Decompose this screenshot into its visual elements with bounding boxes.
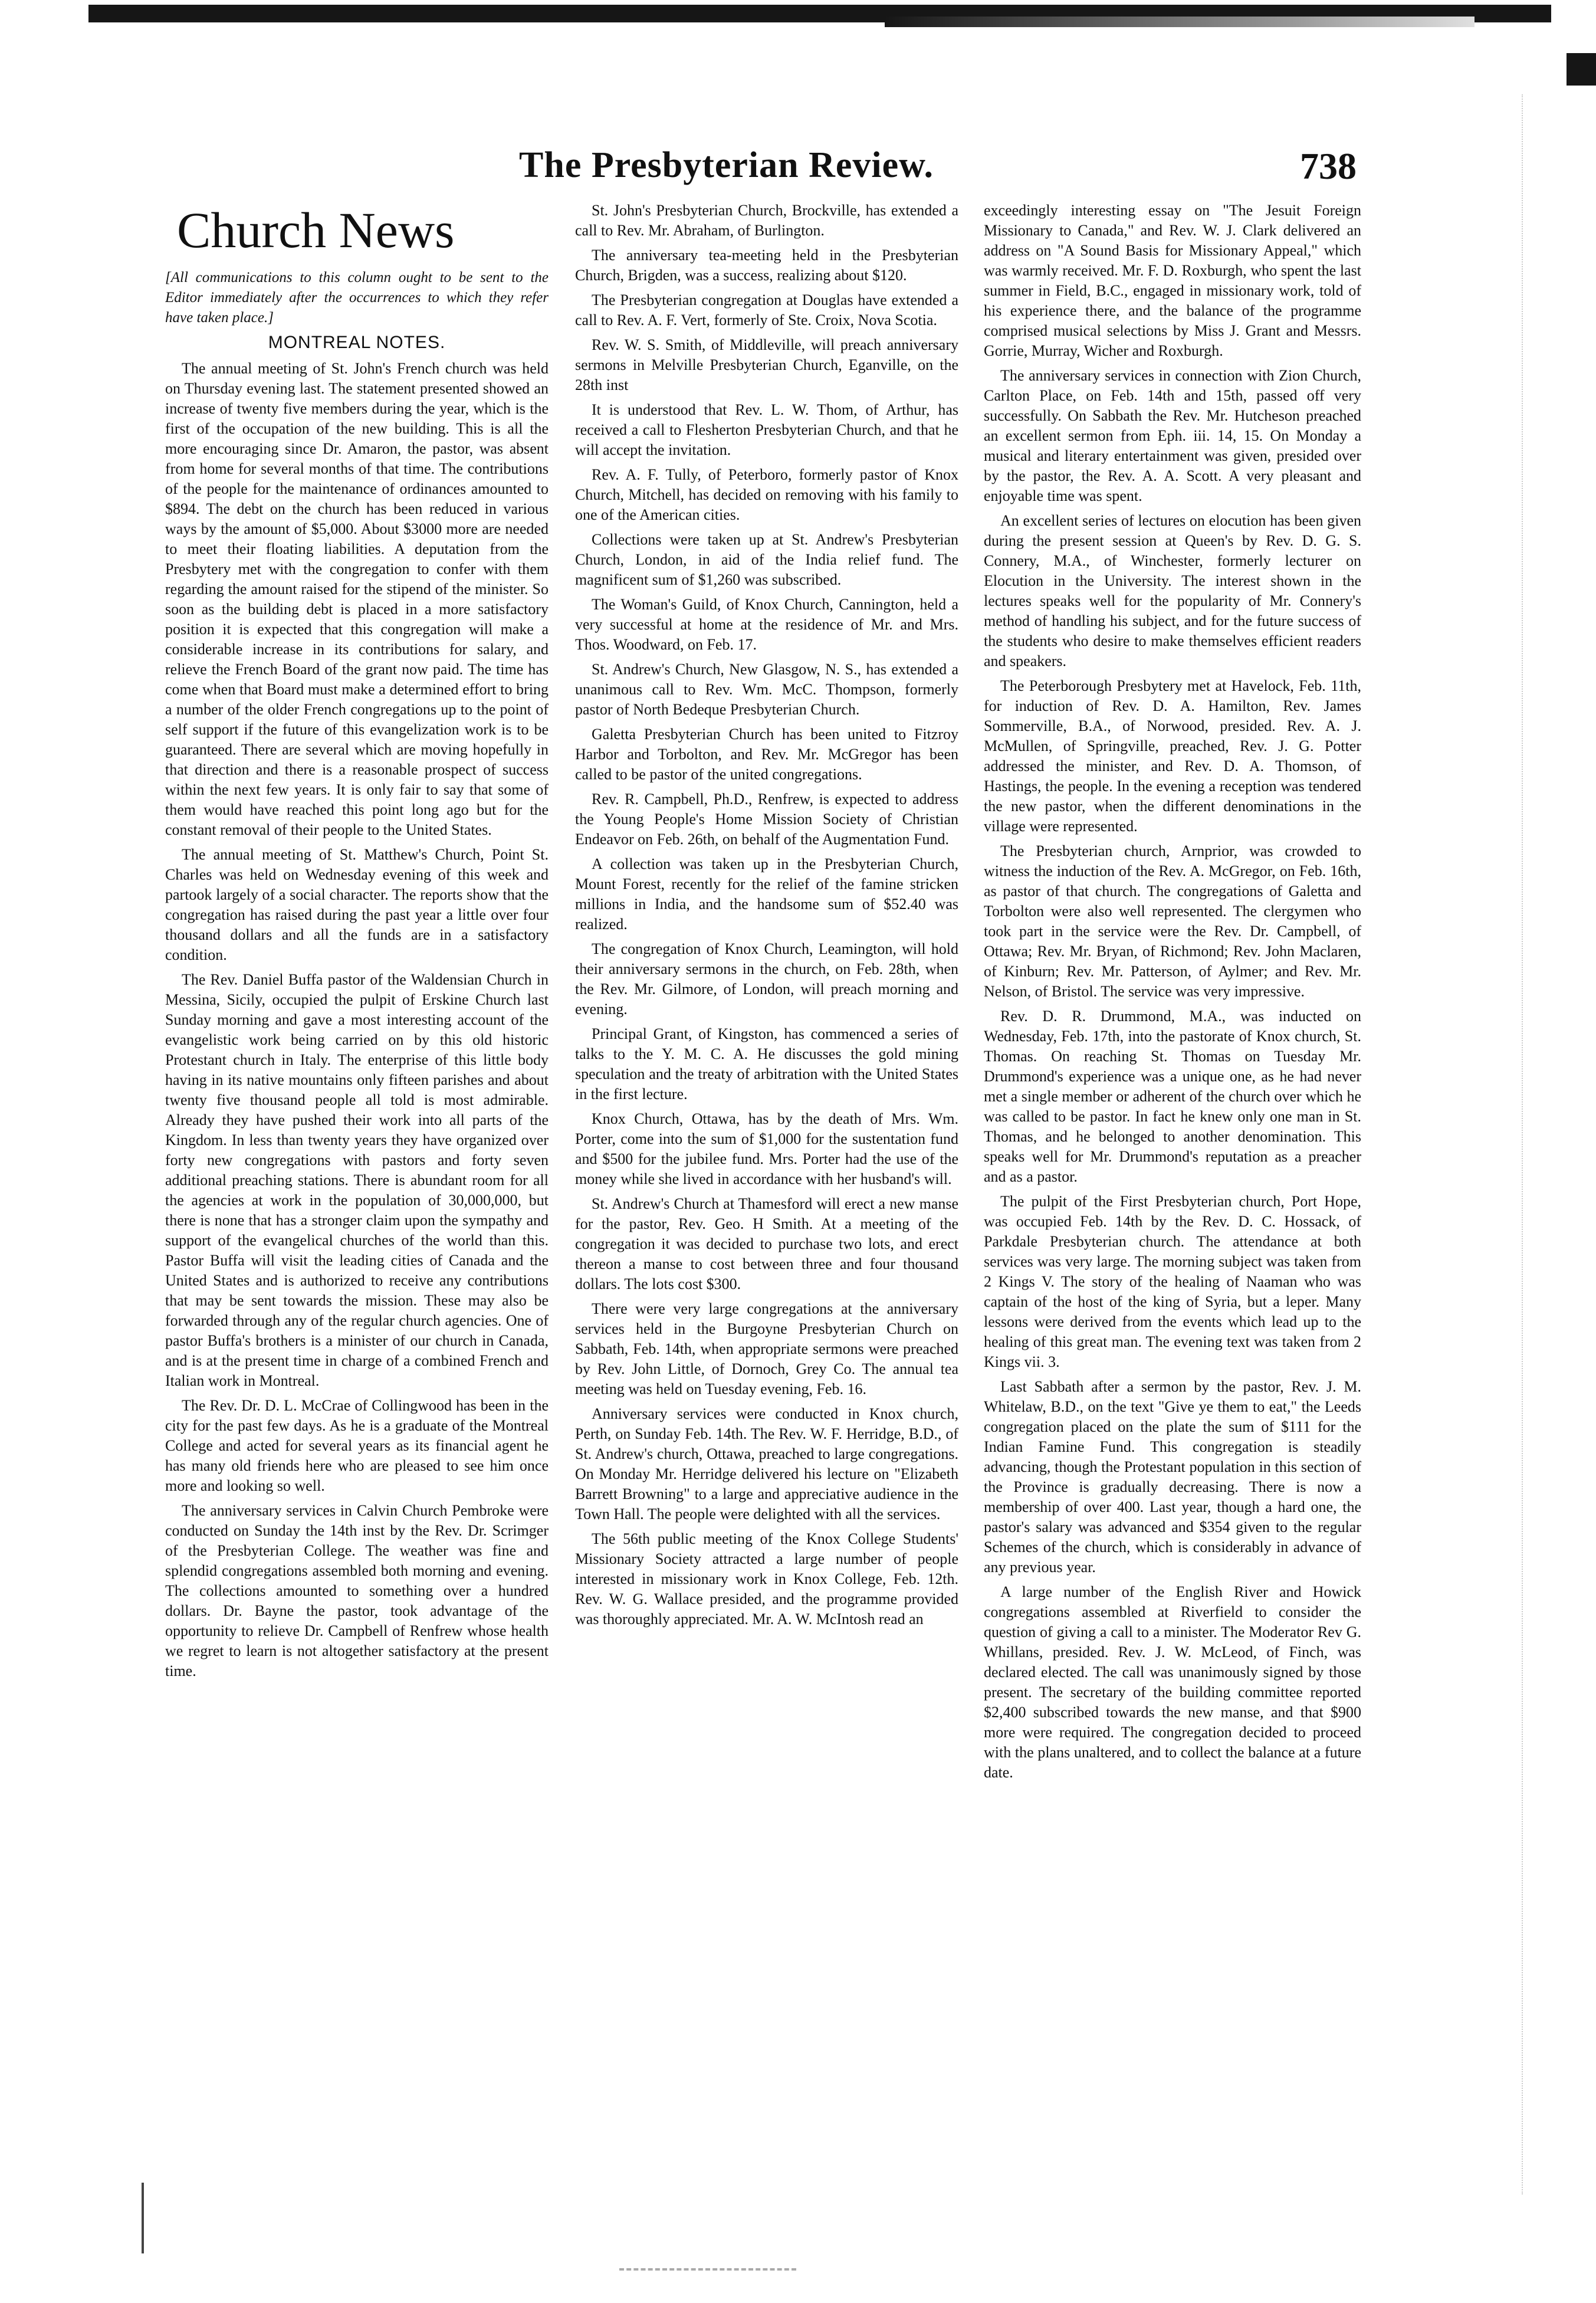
page-header	[165, 145, 1357, 192]
running-title: The Presbyterian Review.	[519, 145, 934, 185]
scan-edge-mark	[1567, 53, 1596, 86]
news-paragraph: Anniversary services were conducted in Knox church, Perth, on Sunday Feb. 14th. The Rev. W. F. Herridge, B.D., of St. Andrew's church, Ottawa, preached to large congregations. On Monday Mr. Herridge delivered his lecture on "Elizabeth Barrett Browning" to a large and appreciative audience in the Town Hall. The people were delighted with all the services.	[575, 1405, 958, 1523]
news-paragraph: St. Andrew's Church at Thamesford will erect a new manse for the pastor, Rev. Geo. H Smith. At a meeting of the congregation it was decided to purchase two lots, and erect thereon a manse to cost between three and four thousand dollars. The lots cost $300.	[575, 1195, 958, 1292]
scan-border-fade	[885, 17, 1475, 27]
news-paragraph: Knox Church, Ottawa, has by the death of Mrs. Wm. Porter, come into the sum of $1,000 for the sustentation fund and $500 for the jubilee fund. Mrs. Porter had the use of the money while she lived in accordance with her husband's will.	[575, 1110, 958, 1187]
editor-note: [All communications to this column ought to be sent to the Editor immediately after the occurrences to which they refer have taken place.]	[165, 270, 549, 326]
news-paragraph: The Rev. Dr. D. L. McCrae of Collingwood has been in the city for the past few days. As he is a graduate of the Montreal College and acted for several years as its financial agent he has many old friends here who are pleased to see him once more and looking so well.	[165, 1397, 549, 1494]
news-paragraph: Galetta Presbyterian Church has been united to Fitzroy Harbor and Torbolton, and Rev. Mr. McGregor has been called to be pastor of the united congregations.	[575, 726, 958, 783]
news-paragraph: Rev. A. F. Tully, of Peterboro, formerly pastor of Knox Church, Mitchell, has decided on removing with his family to one of the American cities.	[575, 466, 958, 523]
news-paragraph: The Rev. Daniel Buffa pastor of the Waldensian Church in Messina, Sicily, occupied the pulpit of Erskine Church last Sunday morning and gave a most interesting account of the evangelistic work being carried on by this old historic Protestant church in Italy. The enterprise of this little body having in its native mountains only fifteen parishes and about twenty five thousand people all told is most admirable. Already they have pushed their work into all parts of the Kingdom. In less than twenty years they have organized over forty new congregations with pastors and forty seven additional preaching stations. There is abundant room for all the agencies at work in the population of 30,000,000, but there is none that has a stronger claim upon the sympathy and support of the evangelical churches of the world than this. Pastor Buffa will visit the leading cities of Canada and the United States and is authorized to receive any contributions that may be sent towards the mission. These may also be forwarded through any of the regular church agencies. One of pastor Buffa's brothers is a minister of our church in Canada, and is at the present time in charge of a combined French and Italian work in Montreal.	[165, 971, 549, 1389]
news-paragraph: The anniversary services in connection with Zion Church, Carlton Place, on Feb. 14th and 15th, passed off very successfully. On Sabbath the Rev. Mr. Hutcheson preached an excellent sermon from Eph. iii. 14, 15. On Monday a musical and literary entertainment was given, presided over by the pastor, the Rev. A. A. Scott. A very pleasant and enjoyable time was spent.	[984, 367, 1361, 504]
news-paragraph: The Peterborough Presbytery met at Havelock, Feb. 11th, for induction of Rev. D. A. Hamilton, Rev. James Sommerville, B.A., of Norwood, presided. Rev. A. J. McMullen, of Springville, preached, Rev. J. G. Potter addressed the minister, and Rev. D. A. Thomson, of Hastings, the people. In the evening a reception was tendered the new pastor, when the different denominations in the village were represented.	[984, 677, 1361, 835]
news-paragraph: The anniversary tea-meeting held in the Presbyterian Church, Brigden, was a success, realizing about $120.	[575, 247, 958, 284]
news-paragraph: The annual meeting of St. Matthew's Church, Point St. Charles was held on Wednesday evening of this week and partook largely of a social character. The reports show that the congregation has raised during the past year a little over four thousand dollars and all the funds are in a satisfactory condition.	[165, 846, 549, 963]
news-paragraph: exceedingly interesting essay on "The Jesuit Foreign Missionary to Canada," and Rev. W. J. Clark delivered an address on "A Sound Basis for Missionary Appeal," which was warmly received. Mr. F. D. Roxburgh, who spent the last summer in Field, B.C., engaged in missionary work, told of his experience there, and the balance of the programme comprised musical selections by Miss J. Grant and Messrs. Gorrie, Murray, Wicher and Roxburgh.	[984, 202, 1361, 359]
column-1	[165, 201, 549, 2200]
news-paragraph: The pulpit of the First Presbyterian church, Port Hope, was occupied Feb. 14th by the Rev. D. C. Hossack, of Parkdale Presbyterian church. The attendance at both services was very large. The morning subject was taken from 2 Kings V. The story of the healing of Naaman who was captain of the host of the king of Syria, but a leper. Many lessons were derived from the events which lead up to the healing of this great man. The evening text was taken from 2 Kings vii. 3.	[984, 1193, 1361, 1370]
news-paragraph: Last Sabbath after a sermon by the pastor, Rev. J. M. Whitelaw, B.D., on the text "Give ye them to eat," the Leeds congregation placed on the plate the sum of $111 for the Indian Famine Fund. This congregation is steadily advancing, though the Protestant population in this section of the Province is gradually decreasing. There is now a membership of over 400. Last year, though a hard one, the pastor's salary was advanced and $354 given to the regular Schemes of the church, which is considerably in advance of any previous year.	[984, 1378, 1361, 1576]
news-paragraph: Collections were taken up at St. Andrew's Presbyterian Church, London, in aid of the India relief fund. The magnificent sum of $1,260 was subscribed.	[575, 531, 958, 588]
notes-subheading: MONTREAL NOTES.	[268, 333, 446, 352]
news-paragraph: The 56th public meeting of the Knox College Students' Missionary Society attracted a large number of people interested in missionary work in Knox College, Feb. 12th. Rev. W. G. Wallace presided, and the programme provided was thoroughly appreciated. Mr. A. W. McIntosh read an	[575, 1530, 958, 1628]
news-paragraph: St. John's Presbyterian Church, Brockville, has extended a call to Rev. Mr. Abraham, of Burlington.	[575, 202, 958, 239]
column-3	[984, 201, 1361, 2200]
news-paragraph: The Presbyterian church, Arnprior, was crowded to witness the induction of the Rev. A. McGregor, on Feb. 16th, as pastor of that church. The congregations of Galetta and Torbolton were also well represented. The clergymen who took part in the service were the Rev. Dr. Campbell, of Ottawa; Rev. Mr. Bryan, of Richmond; Rev. John Maclaren, of Kinburn; Rev. Mr. Patterson, of Aylmer; and Rev. Mr. Nelson, of Bristol. The service was very impressive.	[984, 842, 1361, 1000]
news-paragraph: A large number of the English River and Howick congregations assembled at Riverfield to consider the question of giving a call to a minister. The Moderator Rev G. Whillans, presided. Rev. J. W. McLeod, of Finch, was declared elected. The call was unanimously signed by those present. The secretary of the building committee reported $2,400 subscribed towards the new manse, and that $900 more were required. The congregation decided to proceed with the plans unaltered, and to collect the balance at a future date.	[984, 1583, 1361, 1781]
scan-edge-noise	[1522, 94, 1588, 2194]
page-number: 738	[1300, 145, 1357, 187]
news-paragraph: Principal Grant, of Kingston, has commenced a series of talks to the Y. M. C. A. He discusses the gold mining speculation and the treaty of arbitration with the United States in the first lecture.	[575, 1025, 958, 1103]
news-paragraph: An excellent series of lectures on elocution has been given during the present session at Queen's by Rev. D. G. S. Connery, M.A., of Winchester, formerly lecturer on Elocution in the University. The interest shown in the lectures speaks well for the popularity of Mr. Connery's method of handling his subject, and for the future success of the students who desire to make themselves efficient readers and speakers.	[984, 512, 1361, 670]
news-paragraph: The anniversary services in Calvin Church Pembroke were conducted on Sunday the 14th inst by the Rev. Dr. Scrimger of the Presbyterian College. The weather was fine and splendid congregations assembled both morning and evening. The collections amounted to something over a hundred dollars. Dr. Bayne the pastor, took advantage of the opportunity to relieve Dr. Campbell of Renfrew whose health we regret to learn is not altogether satisfactory at the present time.	[165, 1502, 549, 1679]
news-paragraph: The annual meeting of St. John's French church was held on Thursday evening last. The statement presented showed an increase of twenty five members during the year, which is the first of the occupation of the new building. This is all the more encouraging since Dr. Amaron, the pastor, was absent from home for several months of that time. The contributions of the people for the maintenance of ordinances amounted to $894. The debt on the church has been reduced in various ways by the amount of $5,000. About $3000 more are needed to meet their floating liabilities. A deputation from the Presbytery met with the congregation to confer with them regarding the amount raised for the stipend of the minister. So soon as the building debt is placed in a more satisfactory position it is expected that this congregation will make a considerable increase in its contributions for salary, and relieve the French Board of the grant now paid. The time has come when that Board must make a determined effort to bring a number of the older French congregations up to the point of self support if the future of this evangelization work is to be guaranteed. There are several which are moving hopefully in that direction and there is a reasonable prospect of success within the next few years. It is only fair to say that some of them would have reached this point long ago but for the constant removal of their people to the United States.	[165, 360, 549, 838]
news-paragraph: The Presbyterian congregation at Douglas have extended a call to Rev. A. F. Vert, formerly of Ste. Croix, Nova Scotia.	[575, 291, 958, 329]
section-heading: Church News	[177, 202, 455, 258]
news-paragraph: A collection was taken up in the Presbyterian Church, Mount Forest, recently for the relief of the famine stricken millions in India, and the handsome sum of $52.40 was realized.	[575, 855, 958, 933]
news-paragraph: Rev. R. Campbell, Ph.D., Renfrew, is expected to address the Young People's Home Mission Society of Christian Endeavor on Feb. 26th, on behalf of the Augmentation Fund.	[575, 790, 958, 848]
news-paragraph: It is understood that Rev. L. W. Thom, of Arthur, has received a call to Flesherton Presbyterian Church, and that he will accept the invitation.	[575, 401, 958, 458]
column-2	[575, 201, 958, 2200]
binding-mark	[142, 2183, 144, 2253]
news-paragraph: Rev. D. R. Drummond, M.A., was inducted on Wednesday, Feb. 17th, into the pastorate of Knox church, St. Thomas. On reaching St. Thomas on Tuesday Mr. Drummond's experience was a unique one, as he had never met a single member or adherent of the church over which he was called to be pastor. In fact he knew only one man in St. Thomas, and he belonged to another denomination. This speaks well for Mr. Drummond's reputation as a preacher and as a pastor.	[984, 1008, 1361, 1185]
news-paragraph: There were very large congregations at the anniversary services held in the Burgoyne Presbyterian Church on Sabbath, Feb. 14th, when appropriate sermons were preached by Rev. John Little, of Dornoch, Grey Co. The annual tea meeting was held on Tuesday evening, Feb. 16.	[575, 1300, 958, 1397]
scan-footer-mark	[619, 2268, 796, 2279]
news-paragraph: Rev. W. S. Smith, of Middleville, will preach anniversary sermons in Melville Presbyterian Church, Eganville, on the 28th inst	[575, 336, 958, 393]
news-paragraph: The Woman's Guild, of Knox Church, Cannington, held a very successful at home at the residence of Mr. and Mrs. Thos. Woodward, on Feb. 17.	[575, 596, 958, 653]
news-paragraph: St. Andrew's Church, New Glasgow, N. S., has extended a unanimous call to Rev. Wm. McC. Thompson, formerly pastor of North Bedeque Presbyterian Church.	[575, 661, 958, 718]
news-paragraph: The congregation of Knox Church, Leamington, will hold their anniversary sermons in the church, on Feb. 28th, when the Rev. Mr. Gilmore, of London, will preach morning and evening.	[575, 940, 958, 1018]
